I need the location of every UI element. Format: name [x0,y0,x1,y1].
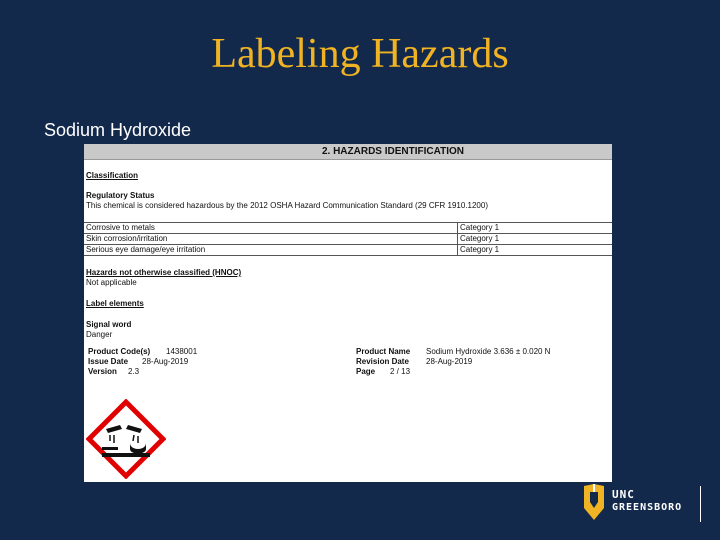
issue-date-label: Issue Date [88,357,129,366]
issue-date-row [88,357,188,366]
classification-heading: Classification [86,171,139,180]
revision-date-value: 28-Aug-2019 [426,357,473,366]
table-row [84,245,612,256]
category-cell: Category 1 [458,223,613,234]
product-code-row [88,347,197,356]
table-row [84,223,612,234]
version-label: Version [88,367,117,376]
page-label: Page [356,367,376,376]
signal-word-value: Danger [86,330,113,339]
hnoc-heading: Hazards not otherwise classified (HNOC) [86,268,242,277]
revision-date-label: Revision Date [356,357,409,366]
product-code-value: 1438001 [166,347,198,356]
category-cell: Category 1 [458,245,613,256]
unc-greensboro-logo [580,482,706,526]
product-name-label: Product Name [356,347,411,356]
category-cell: Category 1 [458,234,613,245]
slide-subtitle: Sodium Hydroxide [44,120,192,140]
product-name-value: Sodium Hydroxide 3.636 ± 0.020 N [426,347,551,356]
page-value: 2 / 13 [390,367,411,376]
spartan-helmet-icon [580,482,608,524]
version-value: 2.3 [128,367,140,376]
product-name-row [356,347,550,356]
revision-date-row [356,357,472,366]
sds-section-header [84,144,612,160]
page-row [356,367,410,376]
classification-table [84,222,612,256]
regulatory-status-heading: Regulatory Status [86,191,155,200]
label-elements-heading: Label elements [86,299,144,308]
corrosion-pictogram-icon [86,399,166,479]
table-row [84,234,612,245]
hazard-cell: Serious eye damage/eye irritation [84,245,458,256]
hnoc-text: Not applicable [86,278,137,287]
product-code-label: Product Code(s) [88,347,151,356]
version-row [88,367,139,376]
issue-date-value: 28-Aug-2019 [142,357,189,366]
hazard-cell: Corrosive to metals [84,223,458,234]
logo-line-greensboro: GREENSBORO [612,502,683,513]
regulatory-status-text: This chemical is considered hazardous by the 2012 OSHA Hazard Communication Standard (29 CFR 1910.1200) [86,201,488,210]
sds-document-image [84,144,612,482]
logo-divider [700,486,701,522]
signal-word-heading: Signal word [86,320,132,329]
hazard-cell: Skin corrosion/irritation [84,234,458,245]
slide-title: Labeling Hazards [211,31,509,77]
logo-line-unc: UNC [612,488,635,501]
sds-section-header-text: 2. HAZARDS IDENTIFICATION [321,146,465,157]
